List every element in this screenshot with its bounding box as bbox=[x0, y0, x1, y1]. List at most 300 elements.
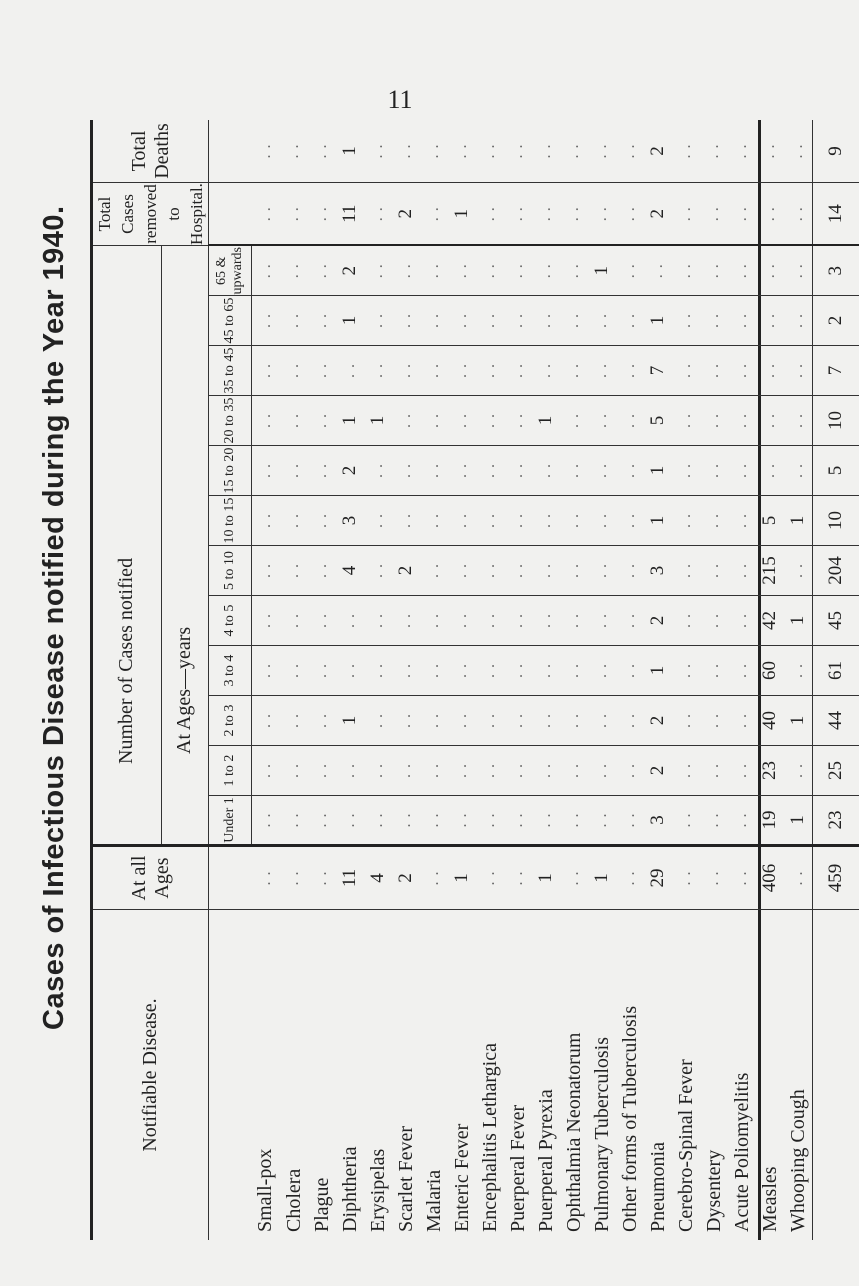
total-age-count: 2 bbox=[813, 296, 859, 346]
table-row bbox=[392, 120, 420, 1240]
cell-age-count: . . bbox=[448, 746, 476, 796]
disease-name: Enteric Fever bbox=[448, 910, 476, 1241]
cell-age-count: . . bbox=[392, 796, 420, 846]
cell-all-ages: . . bbox=[476, 846, 504, 910]
cell-age-count: . . bbox=[672, 346, 700, 396]
cell-age-count: . . bbox=[756, 296, 784, 346]
cell-age-count: 3 bbox=[644, 796, 672, 846]
cell-deaths: . . bbox=[756, 120, 784, 183]
table-row bbox=[280, 120, 308, 1240]
table-row bbox=[504, 120, 532, 1240]
cell-age-count: . . bbox=[252, 796, 281, 846]
age-header-spacer bbox=[209, 846, 252, 910]
disease-name: Cholera bbox=[280, 910, 308, 1241]
cell-age-count: . . bbox=[364, 496, 392, 546]
cell-age-count: . . bbox=[392, 696, 420, 746]
cell-age-count: 40 bbox=[756, 696, 784, 746]
cell-age-count: . . bbox=[672, 596, 700, 646]
cell-age-count: . . bbox=[252, 546, 281, 596]
cell-age-count: . . bbox=[308, 296, 336, 346]
cell-age-count: . . bbox=[672, 496, 700, 546]
cell-age-count: . . bbox=[700, 696, 728, 746]
cell-age-count: . . bbox=[616, 396, 644, 446]
cell-age-count: . . bbox=[784, 396, 813, 446]
cell-age-count: 1 bbox=[784, 796, 813, 846]
cell-age-count: 4 bbox=[336, 546, 364, 596]
cell-age-count: 1 bbox=[336, 696, 364, 746]
cell-deaths: . . bbox=[728, 120, 756, 183]
cell-age-count: . . bbox=[476, 246, 504, 296]
total-age-count: 25 bbox=[813, 746, 859, 796]
header-number-of-cases: Number of Cases notified bbox=[93, 246, 161, 846]
disease-name: Pulmonary Tuberculosis bbox=[588, 910, 616, 1241]
disease-name: Diphtheria bbox=[336, 910, 364, 1241]
cell-age-count: . . bbox=[364, 296, 392, 346]
cell-age-count: . . bbox=[532, 796, 560, 846]
table-row bbox=[308, 120, 336, 1240]
cell-age-count: . . bbox=[700, 346, 728, 396]
cell-deaths: . . bbox=[532, 120, 560, 183]
cell-all-ages: . . bbox=[280, 846, 308, 910]
cell-deaths: . . bbox=[308, 120, 336, 183]
cell-age-count: . . bbox=[588, 296, 616, 346]
cell-age-count: . . bbox=[308, 546, 336, 596]
cell-age-count: . . bbox=[616, 496, 644, 546]
cell-age-count: 60 bbox=[756, 646, 784, 696]
totals-label-spacer bbox=[813, 910, 859, 1241]
cell-age-count: . . bbox=[700, 246, 728, 296]
total-age-count: 45 bbox=[813, 596, 859, 646]
page-title: Cases of Infectious Disease notified during the Year 1940. bbox=[38, 205, 70, 1030]
cell-age-count: . . bbox=[756, 446, 784, 496]
cell-age-count: . . bbox=[588, 646, 616, 696]
total-age-count: 23 bbox=[813, 796, 859, 846]
cell-deaths: . . bbox=[700, 120, 728, 183]
cell-hospital: . . bbox=[504, 183, 532, 246]
cell-age-count: . . bbox=[448, 596, 476, 646]
cell-age-count: . . bbox=[784, 346, 813, 396]
cell-hospital: . . bbox=[728, 183, 756, 246]
cell-age-count: . . bbox=[308, 596, 336, 646]
disease-name: Measles bbox=[756, 910, 784, 1241]
cell-age-count: . . bbox=[728, 596, 756, 646]
cell-age-count: 1 bbox=[336, 396, 364, 446]
cell-hospital: . . bbox=[364, 183, 392, 246]
table-row bbox=[420, 120, 448, 1240]
cell-age-count: . . bbox=[504, 596, 532, 646]
cell-age-count: 42 bbox=[756, 596, 784, 646]
age-group-header: Under 1 bbox=[209, 796, 252, 846]
cell-age-count: . . bbox=[280, 546, 308, 596]
cell-age-count: . . bbox=[532, 296, 560, 346]
cell-age-count: . . bbox=[252, 446, 281, 496]
age-group-header: 45 to 65 bbox=[209, 296, 252, 346]
cell-age-count: . . bbox=[700, 796, 728, 846]
age-group-header: 2 to 3 bbox=[209, 696, 252, 746]
cell-deaths: . . bbox=[504, 120, 532, 183]
cell-age-count: . . bbox=[252, 496, 281, 546]
cell-age-count: . . bbox=[532, 646, 560, 696]
cell-age-count: . . bbox=[448, 446, 476, 496]
age-group-header: 10 to 15 bbox=[209, 496, 252, 546]
cell-age-count: . . bbox=[504, 546, 532, 596]
cell-age-count: . . bbox=[560, 696, 588, 746]
table-row bbox=[756, 120, 784, 1240]
cell-age-count: 2 bbox=[336, 246, 364, 296]
cell-age-count: . . bbox=[560, 496, 588, 546]
cell-age-count: . . bbox=[560, 446, 588, 496]
cell-age-count: . . bbox=[476, 396, 504, 446]
cell-age-count: . . bbox=[364, 596, 392, 646]
cell-all-ages: 29 bbox=[644, 846, 672, 910]
cell-age-count: . . bbox=[476, 296, 504, 346]
cell-deaths: . . bbox=[672, 120, 700, 183]
cell-age-count: . . bbox=[560, 396, 588, 446]
cell-all-ages: . . bbox=[784, 846, 813, 910]
cell-age-count: . . bbox=[448, 796, 476, 846]
table-row bbox=[476, 120, 504, 1240]
cell-hospital: . . bbox=[252, 183, 281, 246]
cell-age-count: . . bbox=[420, 296, 448, 346]
cell-age-count: . . bbox=[364, 246, 392, 296]
table-row bbox=[252, 120, 281, 1240]
cell-deaths: . . bbox=[560, 120, 588, 183]
cell-deaths: . . bbox=[364, 120, 392, 183]
cell-age-count: . . bbox=[784, 546, 813, 596]
cell-hospital: . . bbox=[420, 183, 448, 246]
disease-name: Puerperal Fever bbox=[504, 910, 532, 1241]
table-row bbox=[672, 120, 700, 1240]
cell-age-count: 5 bbox=[644, 396, 672, 446]
cell-age-count: . . bbox=[616, 746, 644, 796]
cell-age-count: . . bbox=[560, 596, 588, 646]
cell-age-count: . . bbox=[784, 646, 813, 696]
disease-name: Malaria bbox=[420, 910, 448, 1241]
cell-age-count: . . bbox=[280, 396, 308, 446]
cell-age-count: . . bbox=[588, 796, 616, 846]
cell-age-count: . . bbox=[364, 346, 392, 396]
cell-age-count: . . bbox=[756, 396, 784, 446]
cell-age-count: . . bbox=[700, 596, 728, 646]
header-at-ages: At Ages—years bbox=[161, 246, 208, 846]
cell-age-count: . . bbox=[308, 746, 336, 796]
cell-hospital: . . bbox=[560, 183, 588, 246]
cell-age-count: . . bbox=[504, 246, 532, 296]
cell-age-count: . . bbox=[616, 596, 644, 646]
disease-name: Cerebro-Spinal Fever bbox=[672, 910, 700, 1241]
cell-age-count: . . bbox=[420, 646, 448, 696]
cell-all-ages: 406 bbox=[756, 846, 784, 910]
table-row bbox=[336, 120, 364, 1240]
cell-age-count: . . bbox=[504, 746, 532, 796]
cell-age-count: . . bbox=[504, 296, 532, 346]
total-age-count: 61 bbox=[813, 646, 859, 696]
disease-name: Encephalitis Lethargica bbox=[476, 910, 504, 1241]
cell-hospital: . . bbox=[588, 183, 616, 246]
cell-age-count: 5 bbox=[756, 496, 784, 546]
cell-age-count: . . bbox=[252, 746, 281, 796]
cell-age-count: . . bbox=[420, 546, 448, 596]
cell-age-count: . . bbox=[588, 446, 616, 496]
cell-age-count: . . bbox=[588, 696, 616, 746]
cell-age-count: . . bbox=[588, 546, 616, 596]
cell-hospital: . . bbox=[616, 183, 644, 246]
cell-age-count: 1 bbox=[336, 296, 364, 346]
cell-age-count: . . bbox=[364, 796, 392, 846]
cell-age-count: . . bbox=[756, 246, 784, 296]
cell-all-ages: . . bbox=[504, 846, 532, 910]
cell-age-count: . . bbox=[728, 246, 756, 296]
table-row bbox=[644, 120, 672, 1240]
cell-age-count: . . bbox=[476, 546, 504, 596]
cell-age-count: . . bbox=[672, 696, 700, 746]
cell-all-ages: 1 bbox=[448, 846, 476, 910]
cell-age-count: . . bbox=[700, 546, 728, 596]
cell-age-count: 1 bbox=[364, 396, 392, 446]
cell-age-count: . . bbox=[252, 246, 281, 296]
cell-age-count: . . bbox=[448, 296, 476, 346]
cell-age-count: . . bbox=[588, 396, 616, 446]
infectious-disease-table bbox=[90, 120, 846, 1240]
cell-age-count: . . bbox=[784, 446, 813, 496]
disease-name: Pneumonia bbox=[644, 910, 672, 1241]
cell-age-count: . . bbox=[308, 446, 336, 496]
cell-age-count: . . bbox=[616, 296, 644, 346]
table-row bbox=[616, 120, 644, 1240]
cell-age-count: . . bbox=[476, 596, 504, 646]
page-number: 11 bbox=[387, 85, 413, 114]
age-group-header: 35 to 45 bbox=[209, 346, 252, 396]
cell-age-count: . . bbox=[728, 746, 756, 796]
cell-all-ages: 11 bbox=[336, 846, 364, 910]
table-row bbox=[784, 120, 813, 1240]
cell-age-count: . . bbox=[504, 646, 532, 696]
cell-age-count: . . bbox=[252, 396, 281, 446]
age-group-header: 1 to 2 bbox=[209, 746, 252, 796]
cell-age-count: . . bbox=[504, 446, 532, 496]
cell-deaths: . . bbox=[588, 120, 616, 183]
cell-age-count: . . bbox=[700, 296, 728, 346]
disease-name: Other forms of Tuberculosis bbox=[616, 910, 644, 1241]
cell-age-count: . . bbox=[784, 746, 813, 796]
cell-age-count: . . bbox=[616, 646, 644, 696]
cell-deaths: . . bbox=[420, 120, 448, 183]
cell-age-count: . . bbox=[280, 796, 308, 846]
cell-age-count: . . bbox=[700, 646, 728, 696]
cell-age-count: . . bbox=[392, 396, 420, 446]
cell-age-count: . . bbox=[308, 346, 336, 396]
age-group-header: 15 to 20 bbox=[209, 446, 252, 496]
cell-age-count: 1 bbox=[644, 646, 672, 696]
cell-age-count: 3 bbox=[336, 496, 364, 546]
cell-age-count: . . bbox=[364, 746, 392, 796]
cell-deaths: . . bbox=[476, 120, 504, 183]
cell-age-count: . . bbox=[588, 746, 616, 796]
cell-age-count: 1 bbox=[784, 496, 813, 546]
cell-age-count: . . bbox=[728, 296, 756, 346]
total-all-ages: 459 bbox=[813, 846, 859, 910]
cell-all-ages: . . bbox=[728, 846, 756, 910]
cell-age-count: . . bbox=[252, 346, 281, 396]
cell-age-count: 215 bbox=[756, 546, 784, 596]
age-header-spacer bbox=[209, 910, 252, 1241]
cell-age-count: . . bbox=[392, 746, 420, 796]
cell-age-count: . . bbox=[448, 546, 476, 596]
cell-age-count: . . bbox=[504, 696, 532, 746]
cell-age-count: 1 bbox=[784, 696, 813, 746]
cell-age-count: 1 bbox=[532, 396, 560, 446]
cell-age-count: . . bbox=[364, 446, 392, 496]
age-header-spacer bbox=[209, 183, 252, 246]
age-group-header-row bbox=[209, 120, 252, 1240]
cell-age-count: . . bbox=[476, 696, 504, 746]
cell-age-count: . . bbox=[756, 346, 784, 396]
cell-age-count: . . bbox=[420, 496, 448, 546]
cell-age-count: . . bbox=[476, 346, 504, 396]
cell-deaths: . . bbox=[392, 120, 420, 183]
table-row bbox=[700, 120, 728, 1240]
cell-age-count: 2 bbox=[644, 746, 672, 796]
cell-age-count: . . bbox=[616, 246, 644, 296]
cell-age-count: 1 bbox=[644, 496, 672, 546]
cell-age-count: 1 bbox=[588, 246, 616, 296]
cell-age-count: . . bbox=[532, 346, 560, 396]
cell-age-count: . . bbox=[392, 296, 420, 346]
cell-age-count: 1 bbox=[784, 596, 813, 646]
cell-age-count: . . bbox=[532, 546, 560, 596]
disease-name: Scarlet Fever bbox=[392, 910, 420, 1241]
cell-age-count: . . bbox=[448, 396, 476, 446]
cell-age-count: . . bbox=[504, 346, 532, 396]
cell-age-count: 1 bbox=[644, 296, 672, 346]
total-age-count: 5 bbox=[813, 446, 859, 496]
cell-age-count: . . bbox=[672, 646, 700, 696]
table-row bbox=[728, 120, 756, 1240]
cell-age-count: . . bbox=[728, 446, 756, 496]
disease-name: Ophthalmia Neonatorum bbox=[560, 910, 588, 1241]
cell-age-count: . . bbox=[588, 496, 616, 546]
cell-hospital: . . bbox=[756, 183, 784, 246]
cell-age-count: . . bbox=[728, 396, 756, 446]
cell-all-ages: . . bbox=[700, 846, 728, 910]
cell-age-count: . . bbox=[420, 746, 448, 796]
disease-name: Plague bbox=[308, 910, 336, 1241]
cell-age-count: . . bbox=[280, 296, 308, 346]
cell-age-count: 1 bbox=[644, 446, 672, 496]
cell-age-count: . . bbox=[308, 646, 336, 696]
cell-age-count: . . bbox=[532, 596, 560, 646]
cell-age-count: . . bbox=[700, 746, 728, 796]
cell-age-count: . . bbox=[308, 246, 336, 296]
cell-age-count: 7 bbox=[644, 346, 672, 396]
cell-age-count: . . bbox=[532, 246, 560, 296]
cell-all-ages: . . bbox=[672, 846, 700, 910]
cell-age-count: . . bbox=[644, 246, 672, 296]
cell-age-count: . . bbox=[560, 646, 588, 696]
cell-deaths: . . bbox=[252, 120, 281, 183]
cell-age-count: . . bbox=[728, 346, 756, 396]
cell-all-ages: . . bbox=[308, 846, 336, 910]
cell-age-count: . . bbox=[532, 496, 560, 546]
cell-age-count: . . bbox=[616, 346, 644, 396]
cell-age-count: . . bbox=[392, 646, 420, 696]
total-age-count: 44 bbox=[813, 696, 859, 746]
age-group-header: 3 to 4 bbox=[209, 646, 252, 696]
cell-age-count: . . bbox=[420, 346, 448, 396]
header-total-deaths: Total Deaths bbox=[93, 120, 209, 183]
cell-age-count: . . bbox=[252, 696, 281, 746]
cell-age-count: . . bbox=[280, 496, 308, 546]
cell-deaths: . . bbox=[784, 120, 813, 183]
cell-deaths: . . bbox=[616, 120, 644, 183]
cell-age-count: . . bbox=[672, 246, 700, 296]
cell-deaths: 1 bbox=[336, 120, 364, 183]
table-row bbox=[560, 120, 588, 1240]
cell-age-count: . . bbox=[476, 796, 504, 846]
cell-age-count: . . bbox=[252, 646, 281, 696]
cell-age-count: . . bbox=[672, 396, 700, 446]
cell-age-count: . . bbox=[560, 246, 588, 296]
cell-age-count: . . bbox=[308, 696, 336, 746]
cell-age-count: . . bbox=[280, 696, 308, 746]
total-age-count: 204 bbox=[813, 546, 859, 596]
cell-all-ages: . . bbox=[616, 846, 644, 910]
cell-hospital: . . bbox=[308, 183, 336, 246]
cell-age-count: . . bbox=[448, 646, 476, 696]
cell-age-count: . . bbox=[700, 446, 728, 496]
cell-age-count: . . bbox=[672, 546, 700, 596]
cell-all-ages: 1 bbox=[588, 846, 616, 910]
age-group-header: 4 to 5 bbox=[209, 596, 252, 646]
cell-hospital: . . bbox=[784, 183, 813, 246]
cell-age-count: . . bbox=[560, 546, 588, 596]
cell-age-count: . . bbox=[280, 746, 308, 796]
cell-all-ages: 4 bbox=[364, 846, 392, 910]
cell-age-count: . . bbox=[308, 796, 336, 846]
cell-age-count: . . bbox=[308, 496, 336, 546]
cell-age-count: 3 bbox=[644, 546, 672, 596]
total-deaths: 9 bbox=[813, 120, 859, 183]
cell-age-count: . . bbox=[616, 446, 644, 496]
cell-age-count: . . bbox=[616, 546, 644, 596]
cell-hospital: . . bbox=[476, 183, 504, 246]
cell-age-count: . . bbox=[392, 446, 420, 496]
cell-age-count: . . bbox=[476, 646, 504, 696]
disease-name: Acute Poliomyelitis bbox=[728, 910, 756, 1241]
header-all-ages: At all Ages bbox=[93, 846, 209, 910]
cell-hospital: 2 bbox=[392, 183, 420, 246]
disease-name: Whooping Cough bbox=[784, 910, 813, 1241]
total-age-count: 3 bbox=[813, 246, 859, 296]
cell-age-count: . . bbox=[392, 346, 420, 396]
cell-age-count: . . bbox=[588, 346, 616, 396]
cell-age-count: . . bbox=[784, 246, 813, 296]
cell-age-count: . . bbox=[420, 796, 448, 846]
cell-age-count: . . bbox=[728, 496, 756, 546]
cell-age-count: . . bbox=[308, 396, 336, 446]
cell-age-count: . . bbox=[336, 646, 364, 696]
cell-age-count: . . bbox=[672, 296, 700, 346]
cell-age-count: . . bbox=[448, 696, 476, 746]
cell-age-count: 19 bbox=[756, 796, 784, 846]
cell-age-count: . . bbox=[476, 446, 504, 496]
cell-age-count: . . bbox=[280, 646, 308, 696]
disease-name: Small-pox bbox=[252, 910, 281, 1241]
cell-age-count: . . bbox=[364, 546, 392, 596]
cell-age-count: . . bbox=[280, 246, 308, 296]
cell-age-count: 2 bbox=[644, 696, 672, 746]
cell-age-count: . . bbox=[252, 596, 281, 646]
